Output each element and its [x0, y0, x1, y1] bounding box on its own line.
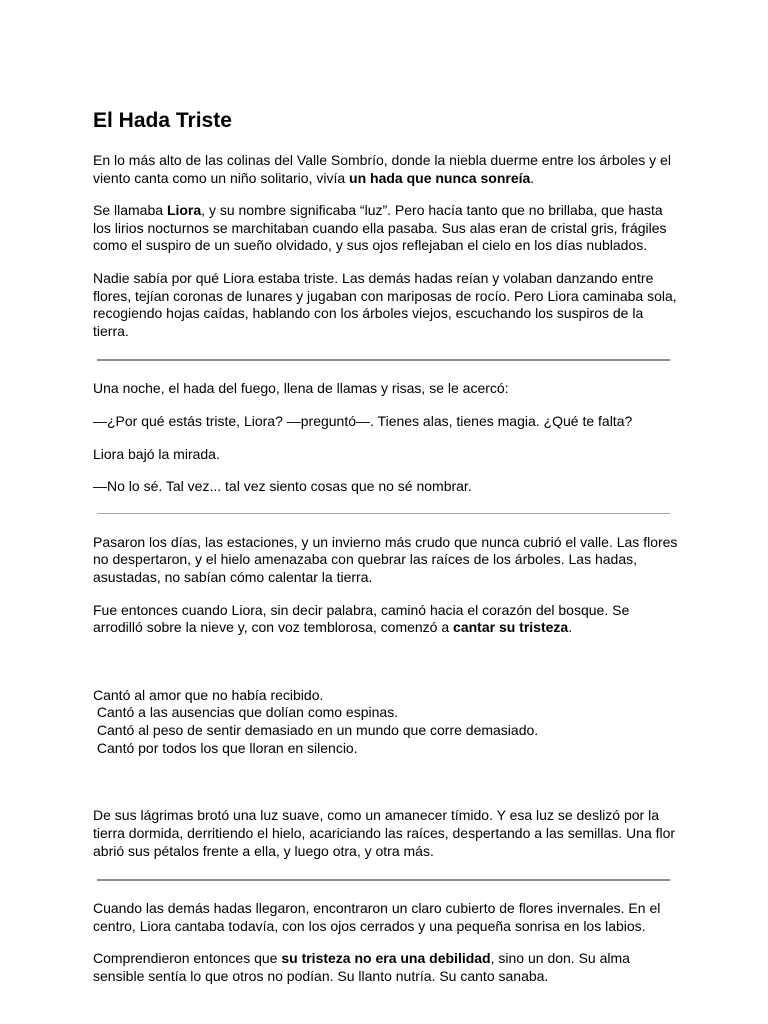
- bold-text: Liora: [166, 202, 202, 219]
- story-title: El Hada Triste: [93, 109, 232, 132]
- paragraph-10: De sus lágrimas brotó una luz suave, como un amanecer tímido. Y esa luz se deslizó por la tierra dormida, derritiendo el hielo, acariciando las raíces, despertando a las semillas. Una flor abrió sus pétalos frente a ella, y luego otra, y otra más.: [93, 807, 676, 859]
- text: Se llamaba: [93, 202, 167, 219]
- paragraph-2: [93, 202, 678, 255]
- verse-block: [93, 652, 678, 793]
- paragraph-7: —No lo sé. Tal vez... tal vez siento cosas que no sé nombrar.: [93, 478, 472, 495]
- bold-text: cantar su tristeza: [453, 619, 569, 636]
- bold-text: un hada que nunca sonreía: [349, 169, 531, 186]
- section-2: [93, 380, 678, 495]
- paragraph-8: Pasaron los días, las estaciones, y un invierno más crudo que nunca cubrió el valle. Las flores no despertaron, y el hielo amenazaba con quebrar las raíces de los árboles. Las hadas, asustadas, no sabían cómo calentar la tierra.: [93, 533, 678, 585]
- paragraph-1: [93, 152, 678, 187]
- paragraph-11: Cuando las demás hadas llegaron, encontraron un claro cubierto de flores invernales. En el centro, Liora cantaba todavía, con los ojos cerrados y una pequeña sonrisa en los labios.: [93, 900, 661, 934]
- section-divider: [97, 513, 670, 514]
- text: .: [530, 169, 535, 186]
- text: Comprendieron entonces que: [93, 950, 282, 967]
- document-content: [93, 106, 678, 1001]
- paragraph-9: [93, 602, 678, 637]
- paragraph-12: [93, 950, 678, 985]
- verse-line: Cantó al peso de sentir demasiado en un mundo que corre demasiado.: [93, 722, 539, 739]
- verse-line: Cantó al amor que no había recibido.: [93, 686, 324, 703]
- text: En lo más alto de las colinas del Valle Sombrío, donde la niebla duerme entre los árboles y el viento canta como un niño solitario, vivía: [93, 152, 671, 186]
- verse-line: Cantó a las ausencias que dolían como espinas.: [93, 704, 399, 721]
- paragraph-6: Liora bajó la mirada.: [93, 445, 220, 462]
- text: Fue entonces cuando Liora, sin decir palabra, caminó hacia el corazón del bosque. Se arrodilló sobre la nieve y, con voz temblorosa, comenzó a: [93, 601, 630, 636]
- paragraph-3: Nadie sabía por qué Liora estaba triste. Las demás hadas reían y volaban danzando entre flores, tejían coronas de lunares y jugaban con mariposas de rocío. Pero Liora caminaba sola, recogiendo hojas caídas, hablando con los árboles viejos, escuchando los suspiros de la tierra.: [93, 269, 677, 339]
- section-divider: [97, 879, 670, 881]
- paragraph-4: Una noche, el hada del fuego, llena de llamas y risas, se le acercó:: [93, 380, 509, 397]
- section-3: [93, 534, 678, 861]
- text: .: [568, 619, 573, 636]
- paragraph-5: —¿Por qué estás triste, Liora? —preguntó—. Tienes alas, tienes magia. ¿Qué te falta?: [93, 412, 633, 429]
- section-divider: [97, 359, 670, 361]
- text: , y su nombre significaba “luz”. Pero hacía tanto que no brillaba, que hasta los lirios nocturnos se marchitaban cuando ella pasaba. Sus alas eran de cristal gris, frágiles como el suspiro de un sueño olvidado, y sus ojos reflejaban el cielo en los días nublados.: [93, 202, 667, 254]
- section-4: [93, 900, 678, 985]
- verse-line: Cantó por todos los que lloran en silencio.: [93, 739, 358, 756]
- text: , sino un don. Su alma sensible sentía lo que otros no podían. Su llanto nutría. Su canto sanaba.: [93, 950, 630, 984]
- bold-text: su tristeza no era una debilidad: [281, 950, 491, 967]
